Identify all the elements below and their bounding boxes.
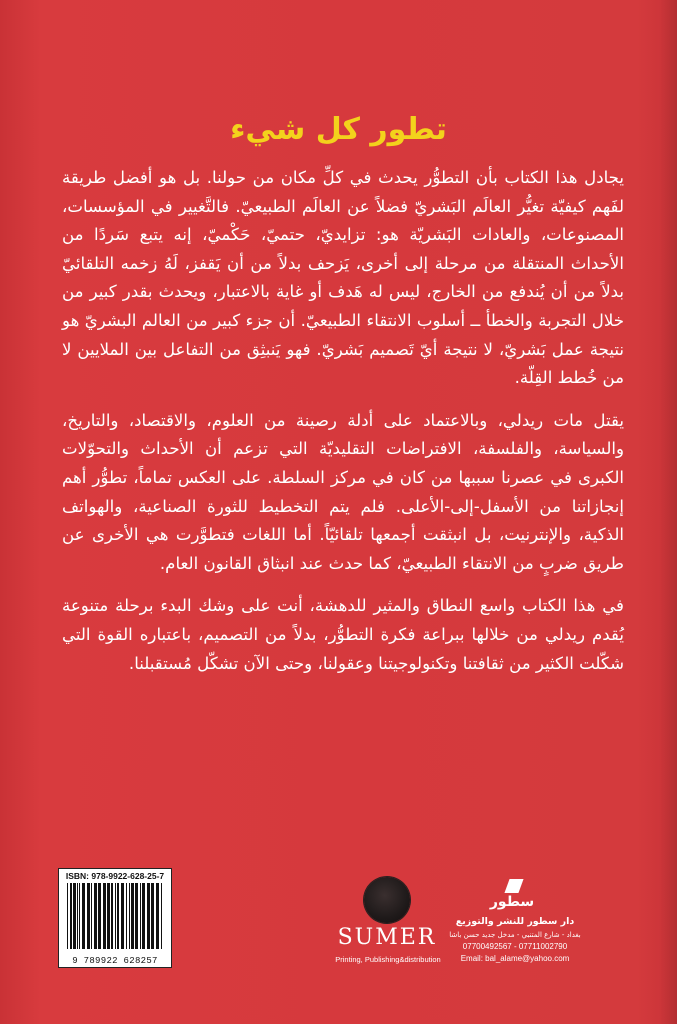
publisher-info [440, 915, 590, 965]
barcode-stripe [79, 883, 80, 949]
barcode-stripe [117, 883, 119, 949]
publisher-phone: 07700492567 - 07711002790 [462, 942, 568, 951]
barcode-stripe [98, 883, 101, 949]
barcode-stripe [135, 883, 138, 949]
blurb-paragraph-2: يقتل مات ريدلي، وبالاعتماد على أدلة رصينة من العلوم، والاقتصاد، والتاريخ، والسياسة، والفلسفة، الافتراضات التقليديّة التي تزعم أن الأحداث والتحوّلات الكبرى في عصرنا سببها من كان في مركز السلطة. على العكس تماماً، تطوُّر أهم إنجازاتنا من الأسفل-إلى-الأعلى. فلم يتم التخطيط للثورة الصناعية، والهواتف الذكية، والإنترنيت، بل انبثقت أجمعها تلقائيّاً. أما اللغات فتطوَّرت هي الأخرى عن طريق ضربٍ من الانتقاء الطبيعيّ، كما حدث عند انبثاق القانون العام. [62, 410, 624, 573]
barcode-stripe [91, 883, 92, 949]
imprint-name: SUMER [337, 925, 437, 950]
publisher-name: دار سطور للنشر والتوزيع [455, 916, 575, 927]
blurb [62, 164, 624, 692]
blurb-paragraph-3: في هذا الكتاب واسع النطاق والمثير للدهشة، أنت على وشك البدء برحلة متنوعة يُقدم ريدلي من خلالها ببراعة فكرة التطوُّر، بدلاً من التصميم، باعتباره القوة التي شكّلت الكثير من ثقافتنا وتكنولوجيتنا وعقولنا، وحتى الآن تشكّل مُستقبلنا. [62, 596, 624, 673]
barcode-stripe [126, 883, 127, 949]
publisher-logo [482, 878, 542, 910]
barcode-stripe [70, 883, 72, 949]
isbn-barcode [58, 868, 172, 968]
publisher-address: بغداد - شارع المتنبي - مدخل جديد حسن باشا [449, 931, 581, 939]
barcode-stripe [103, 883, 106, 949]
barcode-stripe [121, 883, 124, 949]
publisher-logo-text: سطور [489, 894, 535, 910]
barcode-stripe [142, 883, 145, 949]
barcode-stripe [161, 883, 162, 949]
book-title: تطور كل شيء [230, 112, 447, 147]
sumer-emblem-icon [364, 877, 410, 923]
barcode-stripe [82, 883, 85, 949]
spine-shadow [659, 0, 677, 1024]
barcode-stripe [67, 883, 68, 949]
barcode-stripe [87, 883, 90, 949]
publisher-email: Email: bal_alame@yahoo.com [460, 954, 570, 963]
barcode-stripe [147, 883, 150, 949]
barcode-stripe [94, 883, 97, 949]
publisher-logo-mark-icon [504, 879, 523, 893]
barcode-stripe [151, 883, 154, 949]
barcode-stripe [156, 883, 159, 949]
barcode-stripe [140, 883, 141, 949]
barcode-stripe [129, 883, 130, 949]
imprint-tagline: Printing, Publishing&distribution [335, 955, 441, 964]
barcode-stripe [107, 883, 110, 949]
blurb-paragraph-1: يجادل هذا الكتاب بأن التطوُّر يحدث في كلِّ مكان من حولنا. بل هو أفضل طريقة لفَهم كيفيّة تغيُّر العالَم البَشريّ فضلاً عن العالَم الطبيعيّ. فالتَّغيير في المؤسسات، المصنوعات، والعادات البَشريّة هو: تزايديّ، حتميّ، حَكْميّ، إنه يتبع سَردًا من الأحداث المنتقلة من مرحلة إلى أخرى، يَزحف بدلاً من أن يَقفز، لَهُ زخمه التلقائيّ بدلاً من أن يُندفع من الخارج، ليس له هَدف أو غاية بالاعتبار، ويحدث بقدر كبير من خلال التجربة والخطأ ــ أسلوب الانتقاء الطبيعيّ. أن جزء كبير من العالم البشريّ هو نتيجة عمل بَشريّ، لا نتيجة أيّ تَصميم بَشريّ. فهو يَنبثِق من التفاعل بين الملايين لا من خُطط القِلّة. [62, 168, 624, 388]
barcode-stripe [111, 883, 113, 949]
barcode-bars [66, 883, 164, 949]
barcode-stripe [77, 883, 78, 949]
isbn-digits: 9 789922 628257 [72, 956, 158, 966]
barcode-stripe [131, 883, 134, 949]
barcode-stripe [73, 883, 76, 949]
barcode-stripe [115, 883, 116, 949]
isbn-label: ISBN: 978-9922-628-25-7 [65, 871, 165, 881]
